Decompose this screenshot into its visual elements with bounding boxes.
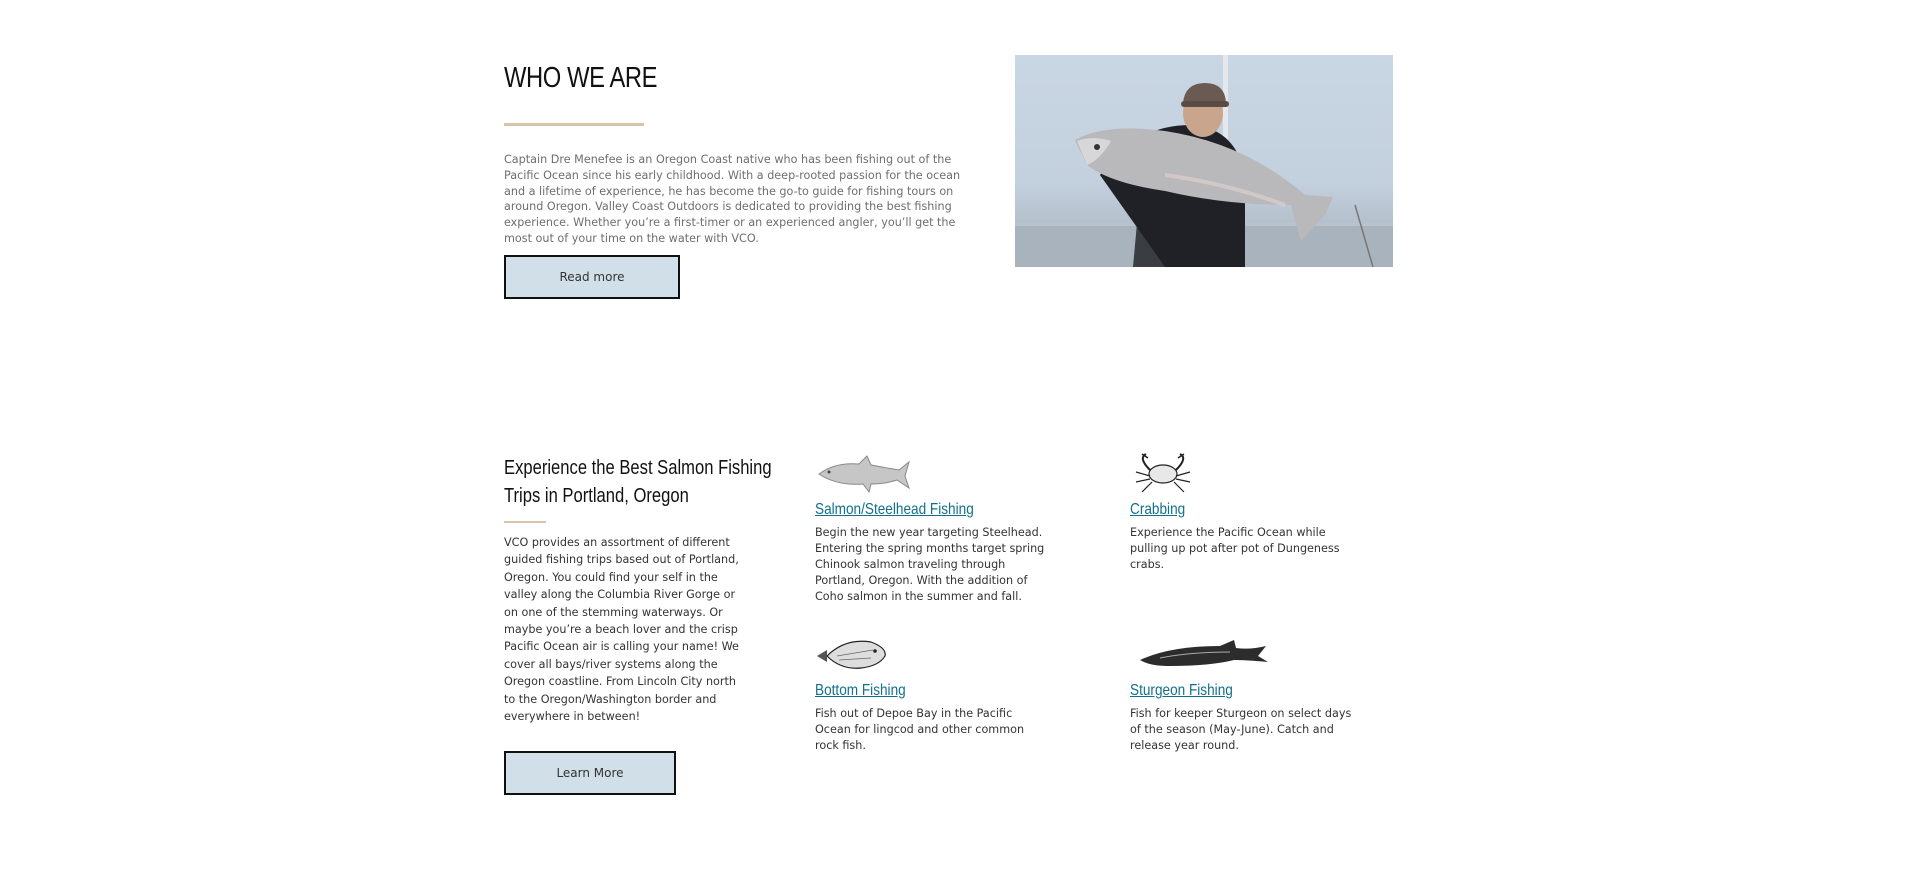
title-divider	[504, 521, 546, 523]
sturgeon-icon	[1130, 632, 1270, 676]
captain-salmon-photo	[1015, 55, 1393, 267]
service-description: Experience the Pacific Ocean while pulling up pot after pot of Dungeness crabs.	[1130, 526, 1340, 571]
salmon-icon	[815, 451, 911, 495]
section-title: WHO WE ARE	[504, 62, 658, 94]
photo-illustration	[1015, 55, 1393, 267]
learn-more-button[interactable]: Learn More	[504, 751, 676, 795]
service-description: Begin the new year targeting Steelhead. Entering the spring months target spring Chinook salmon traveling through Portland, Oregon. With the addition of Coho salmon in the summer and fall.	[815, 526, 1045, 603]
experience-paragraph: VCO provides an assortment of different guided fishing trips based out of Portland, Oregon. You could find your self in the valley along the Columbia River Gorge or on one of the stemming waterways. Or maybe you’re a beach lover and the crisp Pacific Ocean air is calling your name! We cover all bays/river systems along the Oregon coastline. From Lincoln City north to the Oregon/Washington border and everywhere in between!	[504, 536, 739, 724]
service-description: Fish out of Depoe Bay in the Pacific Ocean for lingcod and other common rock fish.	[815, 707, 1025, 752]
title-divider	[504, 123, 644, 126]
section-title: Experience the Best Salmon Fishing Trips in Portland, Oregon	[504, 457, 772, 507]
service-card-crabbing	[1130, 451, 1360, 573]
service-card-salmon	[815, 451, 1045, 605]
sturgeon-fishing-link[interactable]: Sturgeon Fishing	[1130, 682, 1233, 699]
crab-icon	[1130, 451, 1196, 495]
service-card-sturgeon	[1130, 632, 1360, 754]
read-more-button[interactable]: Read more	[504, 255, 680, 299]
crabbing-link[interactable]: Crabbing	[1130, 501, 1186, 518]
service-card-bottom-fishing	[815, 632, 1045, 754]
bottom-fishing-link[interactable]: Bottom Fishing	[815, 682, 906, 699]
about-paragraph: Captain Dre Menefee is an Oregon Coast native who has been fishing out of the Pacific Ocean since his early childhood. With a deep-rooted passion for the ocean and a lifetime of experience, he has become the go-to guide for fishing tours on around Oregon. Valley Coast Outdoors is dedicated to providing the best fishing experience. Whether you’re a first-timer or an experienced angler, you’ll get the most out of your time on the water with VCO.	[504, 153, 961, 245]
service-description: Fish for keeper Sturgeon on select days of the season (May-June). Catch and release year round.	[1130, 707, 1352, 752]
salmon-steelhead-link[interactable]: Salmon/Steelhead Fishing	[815, 501, 974, 518]
flounder-icon	[815, 632, 887, 676]
